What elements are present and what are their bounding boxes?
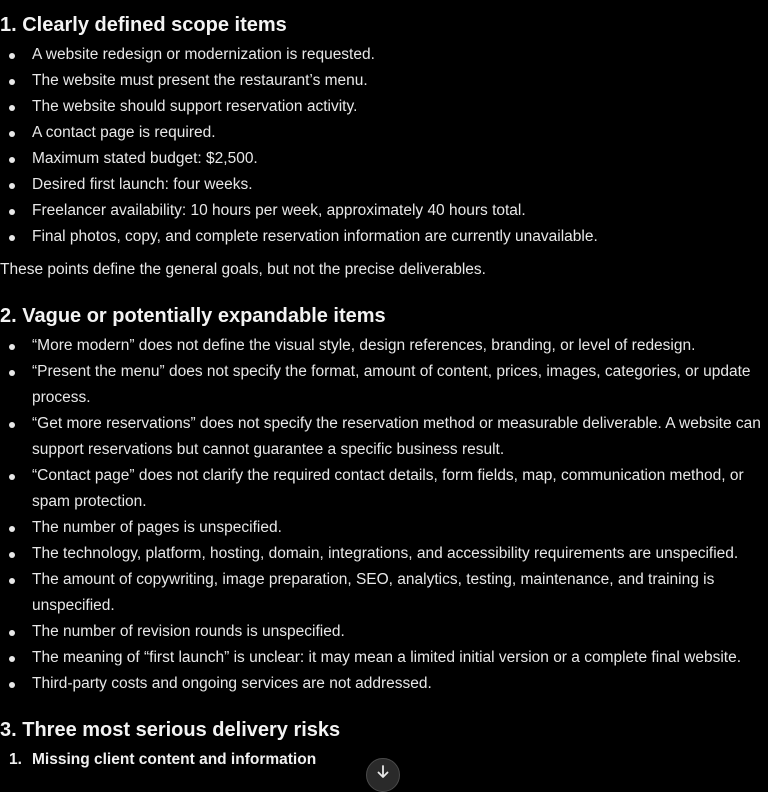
scope-list <box>0 42 768 250</box>
list-item: The number of pages is unspecified. <box>0 515 768 541</box>
list-item: “Contact page” does not clarify the required contact details, form fields, map, communication method, or spam protection. <box>0 463 768 515</box>
section-heading-risks: 3. Three most serious delivery risks <box>0 719 341 741</box>
list-item: The amount of copywriting, image preparation, SEO, analytics, testing, maintenance, and training is unspecified. <box>0 567 768 619</box>
list-item: The meaning of “first launch” is unclear: it may mean a limited initial version or a complete final website. <box>0 645 768 671</box>
list-item: The number of revision rounds is unspecified. <box>0 619 768 645</box>
section-heading-scope: 1. Clearly defined scope items <box>0 14 287 36</box>
list-item: “Present the menu” does not specify the format, amount of content, prices, images, categories, or update process. <box>0 359 768 411</box>
scroll-to-bottom-button[interactable] <box>366 758 400 792</box>
section-heading-vague: 2. Vague or potentially expandable items <box>0 305 386 327</box>
list-item: “Get more reservations” does not specify the reservation method or measurable deliverable. A website can support reservations but cannot guarantee a specific business result. <box>0 411 768 463</box>
list-item: Desired first launch: four weeks. <box>0 172 768 198</box>
list-item: Third-party costs and ongoing services are not addressed. <box>0 671 768 697</box>
arrow-down-icon <box>376 765 390 779</box>
list-item: A contact page is required. <box>0 120 768 146</box>
list-item: A website redesign or modernization is requested. <box>0 42 768 68</box>
list-item: The website must present the restaurant’s menu. <box>0 68 768 94</box>
list-item: “More modern” does not define the visual style, design references, branding, or level of redesign. <box>0 333 768 359</box>
scope-summary: These points define the general goals, but not the precise deliverables. <box>0 261 486 278</box>
list-item: The technology, platform, hosting, domain, integrations, and accessibility requirements are unspecified. <box>0 541 768 567</box>
list-item: Final photos, copy, and complete reservation information are currently unavailable. <box>0 224 768 250</box>
vague-list <box>0 333 768 697</box>
list-item: Maximum stated budget: $2,500. <box>0 146 768 172</box>
list-item: Freelancer availability: 10 hours per week, approximately 40 hours total. <box>0 198 768 224</box>
item-text: Missing client content and information <box>32 751 317 768</box>
list-item: The website should support reservation activity. <box>0 94 768 120</box>
item-number: 1. <box>9 751 22 768</box>
